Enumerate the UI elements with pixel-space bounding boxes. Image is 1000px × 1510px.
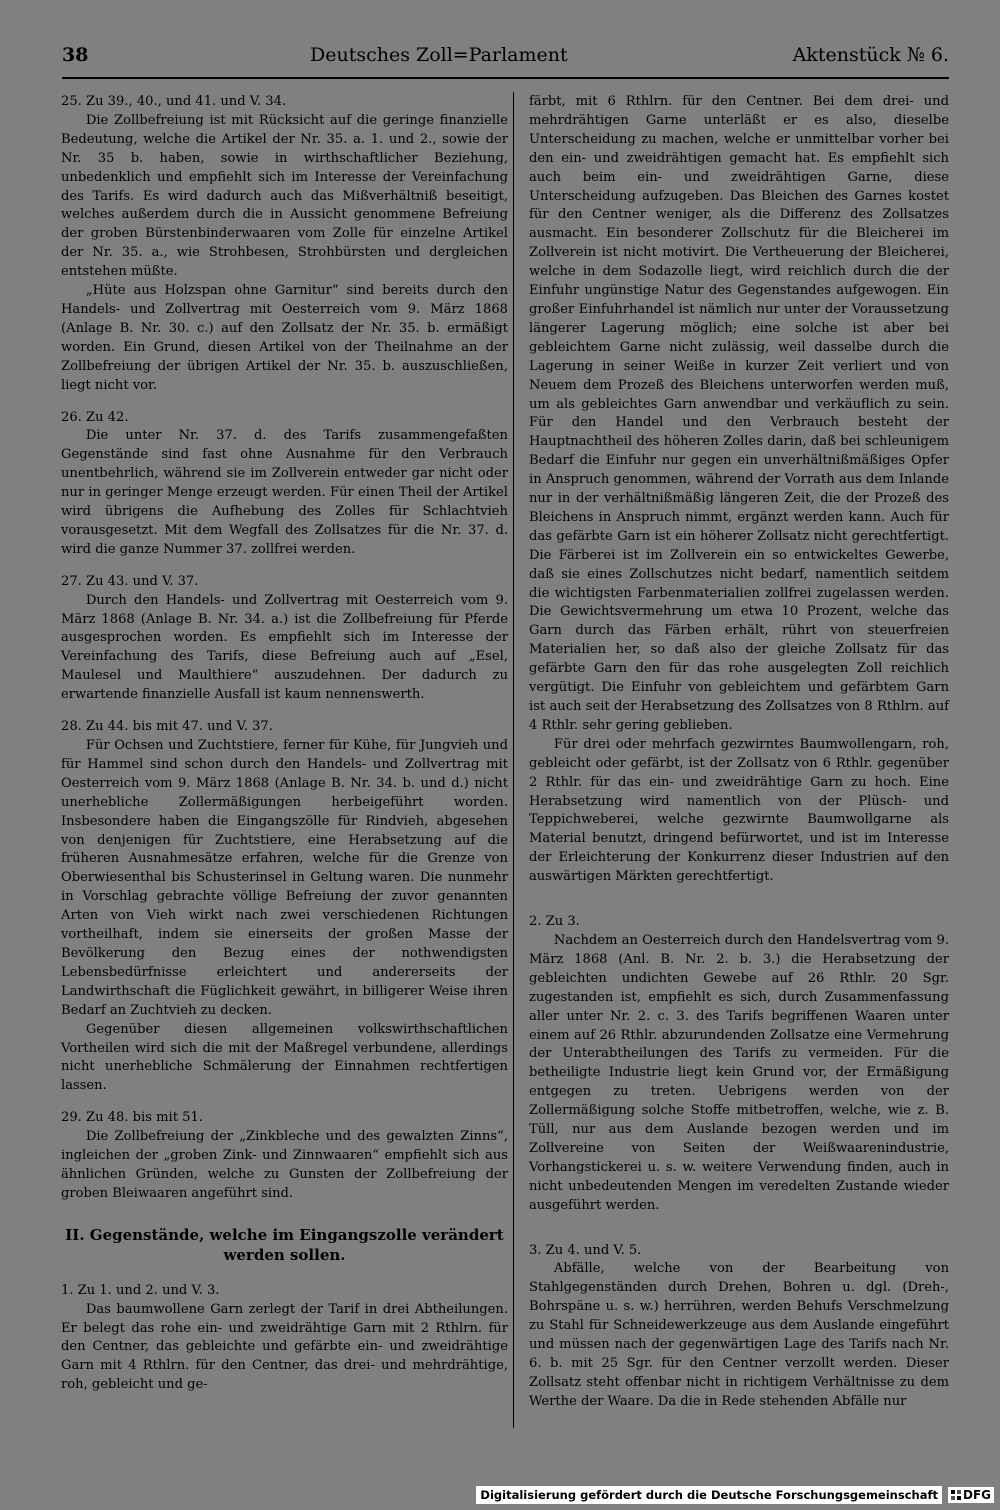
paragraph-spacer [529, 887, 949, 913]
document-reference: Aktenstück № 6. [792, 44, 949, 66]
paragraph-spacer [61, 705, 508, 718]
left-column [61, 93, 508, 1395]
item-heading: 28. Zu 44. bis mit 47. und V. 37. [61, 719, 273, 735]
paragraph-spacer [529, 1216, 949, 1242]
body-paragraph: Durch den Handels- und Zollvertrag mit Oesterreich vom 9. März 1868 (Anlage B. Nr. 34. a.) ist die Zollbefreiung für Pferde ausgesprochen worden. Es empfiehlt sich im Interesse der Vereinfachung des Tarifs, diese Befreiung auch auf „Esel, Maulesel und Maulthiere“ auszudehnen. Der dadurch zu erwartende finanzielle Ausfall ist kaum nennenswerth. [61, 592, 508, 703]
paragraph-spacer [61, 396, 508, 409]
dfg-logo-icon [951, 1490, 961, 1500]
body-paragraph: „Hüte aus Holzspan ohne Garnitur“ sind bereits durch den Handels- und Zollvertrag mit Oesterreich vom 9. März 1868 (Anlage B. Nr. 30. c.) auf den Zollsatz der Nr. 35. b. ermäßigt worden. Ein Grund, diesen Artikel von der Theilnahme an der Zollbefreiung der übrigen Artikel der Nr. 35. b. auszuschließen, liegt nicht vor. [61, 283, 508, 393]
body-paragraph: Das baumwollene Garn zerlegt der Tarif in drei Abtheilungen. Er belegt das rohe ein- und zweidrähtige Garn mit 2 Rthlrn. für den Centner, das gebleichte und gefärbte ein- und zweidrähtige Garn mit 4 Rthlrn. für den Centner, das drei- und mehrdrähtige, roh, gebleicht und ge- [61, 1301, 508, 1393]
page-header [62, 44, 949, 74]
section-heading: II. Gegenstände, welche im Eingangszolle verändert werden sollen. [65, 1225, 504, 1264]
item-heading: 29. Zu 48. bis mit 51. [61, 1110, 203, 1126]
item-heading: 25. Zu 39., 40., und 41. und V. 34. [61, 94, 287, 109]
body-paragraph: Die Zollbefreiung der „Zinkbleche und des gewalzten Zinns“, ingleichen der „groben Zink- und Zinnwaaren“ empfiehlt sich aus ähnlichen Gründen, welche zu Gunsten der Zollbefreiung der groben Bleiwaaren angeführt sind. [61, 1129, 508, 1201]
item-heading: 1. Zu 1. und 2. und V. 3. [61, 1282, 220, 1298]
body-paragraph: Abfälle, welche von der Bearbeitung von Stahlgegenständen durch Drehen, Bohren u. dgl. (Dreh-, Bohrspäne u. s. w.) herrühren, werden Behufs Verschmelzung zu Stahl für Schneidewerkzeuge aus dem Auslande eingeführt und müssen nach der gegenwärtigen Lage des Tarifs nach Nr. 6. b. mit 25 Sgr. für den Centner verzollt werden. Dieser Zollsatz steht offenbar nicht in richtigem Verhältnisse zu dem Werthe der Waare. Da die in Rede stehenden Abfälle nur [529, 1261, 949, 1409]
body-paragraph: Die unter Nr. 37. d. des Tarifs zusammengefaßten Gegenstände sind fast ohne Ausnahme für den Verbrauch unentbehrlich, während sie im Zollverein entweder gar nicht oder nur in geringer Menge erzeugt werden. Für einen Theil der Artikel wird übrigens die Aufhebung des Zolles für Schlachtvieh vorausgesetzt. Mit dem Wegfall des Zollsatzes für die Nr. 37. d. wird die ganze Nummer 37. zollfrei werden. [61, 428, 508, 557]
right-column [529, 93, 949, 1412]
item-heading: 26. Zu 42. [61, 409, 129, 425]
header-rule [62, 77, 949, 79]
dfg-logo-text: DFG [962, 1488, 991, 1502]
dfg-logo [948, 1487, 994, 1503]
body-paragraph: Für Ochsen und Zuchtstiere, ferner für Kühe, für Jungvieh und für Hammel sind schon durch den Handels- und Zollvertrag mit Oesterreich vom 9. März 1868 (Anlage B. Nr. 34. b. und d.) nicht unerhebliche Zollermäßigungen herbeigeführt worden. Insbesondere haben die Eingangszölle für Rindvieh, abgesehen von denjenigen für Zuchtstiere, eine Herabsetzung auf die früheren Ausnahmesätze erfahren, welche für die Grenze von Oberwiesenthal bis Schusterinsel in Geltung waren. Die nunmehr in Vorschlag gebrachte völlige Befreiung der zuvor genannten Arten von Vieh wirkt nach zwei verschiedenen Richtungen vortheilhaft, indem sie einerseits der großen Masse der Bevölkerung den Bezug eines der nothwendigsten Lebensbedürfnisse erleichtert und andererseits der Landwirthschaft die Füglichkeit gewährt, in billigerer Weise ihren Bedarf an Zuchtvieh zu decken. [61, 738, 508, 1018]
item-heading: 2. Zu 3. [529, 914, 580, 930]
item-heading: 3. Zu 4. und V. 5. [529, 1242, 642, 1258]
continued-paragraph: färbt, mit 6 Rthlrn. für den Centner. Bei dem drei- und mehrdrähtigen Garne unterläßt er es also, dieselbe Unterscheidung zu machen, welche er unmittelbar vorher bei den ein- und zweidrähtigen gemacht hat. Es empfiehlt sich auch beim ein- und zweidrähtigen Garne, diese Unterscheidung aufzugeben. Das Bleichen des Garnes kostet für den Centner weniger, als die Differenz des Zollsatzes ausmacht. Ein besonderer Zollschutz für die Bleicherei im Zollverein ist nicht motivirt. Die Vertheuerung der Bleicherei, welche in dem Sodazolle liegt, wird reichlich durch die der Einfuhr ungünstige Natur des Gegenstandes aufgewogen. Ein großer Einfuhrhandel ist nämlich nur unter der Voraussetzung längerer Lagerung möglich; eine solche ist aber bei gebleichtem Garne nicht zulässig, weil dasselbe durch die Lagerung in seiner Weiße in kurzer Zeit verliert und von Neuem dem Prozeß des Bleichens unterworfen werden muß, um als gebleichtes Garn anwendbar und verkäuflich zu sein. Für den Handel und den Verbrauch besteht der Hauptnachtheil des höheren Zolles darin, daß bei schleunigem Bedarf die Einfuhr nur gegen ein unverhältnißmäßiges Opfer in Anspruch genommen, während der Vorrath aus dem Inlande nur in der verhältnißmäßig längeren Zeit, die der Prozeß des Bleichens in Anspruch nimmt, ergänzt werden kann. Auch für das gefärbte Garn ist ein höherer Zollsatz nicht gerechtfertigt. Die Färberei ist im Zollverein ein so entwickeltes Gewerbe, daß sie eines Zollschutzes nicht bedarf, namentlich seitdem die wichtigsten Farbenmaterialien zollfrei zugelassen werden. Die Gewichtsvermehrung um etwa 10 Prozent, welche das Garn durch das Färben erhält, rührt von steuerfreien Materialien her, so daß also der gleiche Zollsatz für das gefärbte Garn den für das rohe ausgelegten Zoll reichlich vergütigt. Die Einfuhr von gebleichtem und gefärbtem Garn ist auch seit der Herabsetzung des Zollsatzes von 8 Rthlrn. auf 4 Rthlr. sehr gering geblieben. [529, 94, 949, 733]
item-heading: 27. Zu 43. und V. 37. [61, 573, 199, 589]
body-paragraph: Gegenüber diesen allgemeinen volkswirthschaftlichen Vortheilen wird sich die mit der Maßregel verbundene, allerdings nicht unerhebliche Schmälerung der Einnahmen rechtfertigen lassen. [61, 1021, 508, 1094]
body-paragraph: Nachdem an Oesterreich durch den Handelsvertrag vom 9. März 1868 (Anl. B. Nr. 2. b. 3.) die Herabsetzung der gebleichten undichten Gewebe auf 26 Rthlr. 20 Sgr. zugestanden ist, empfiehlt es sich, durch Zusammenfassung aller unter Nr. 2. c. 3. des Tarifs begriffenen Waaren unter einem auf 26 Rthlr. abzurundenden Zollsatze eine Vermehrung der Unterabtheilungen des Tarifs zu vermeiden. Für die betheiligte Industrie liegt kein Grund vor, der Ermäßigung entgegen zu treten. Uebrigens werden von der Zollermäßigung solche Stoffe mitbetroffen, welche, wie z. B. Tüll, nur aus dem Auslande bezogen werden und im Zollvereine von Seiten der Weißwaarenindustrie, Vorhangstickerei u. s. w. weitere Verwendung finden, auch in nicht unbedeutenden Mengen im veredelten Zustande wieder ausgeführt werden. [529, 932, 949, 1213]
paragraph-spacer [61, 1096, 508, 1109]
footer [476, 1486, 994, 1504]
column-divider [513, 92, 514, 1428]
paragraph-spacer [61, 1269, 508, 1282]
funding-credit: Digitalisierung gefördert durch die Deutsche Forschungsgemeinschaft [476, 1486, 942, 1504]
page-number: 38 [62, 44, 89, 66]
running-title: Deutsches Zoll=Parlament [310, 44, 568, 66]
body-paragraph: Für drei oder mehrfach gezwirntes Baumwollengarn, roh, gebleicht oder gefärbt, ist der Zollsatz von 6 Rthlr. gegenüber 2 Rthlr. für das ein- und zweidrähtige Garn zu hoch. Eine Herabsetzung wird namentlich von der Plüsch- und Teppichweberei, welche gezwirnte Baumwollgarne als Material benutzt, dringend befürwortet, und ist im Interesse der Erleichterung der Konkurrenz dieser Industrien auf den auswärtigen Märkten gerechtfertigt. [529, 736, 949, 885]
paragraph-spacer [61, 1204, 508, 1217]
paragraph-spacer [61, 560, 508, 573]
body-paragraph: Die Zollbefreiung ist mit Rücksicht auf die geringe finanzielle Bedeutung, welche die Artikel der Nr. 35. a. 1. und 2., sowie der Nr. 35 b. haben, sowie in wirthschaftlicher Beziehung, unbedenklich und empfiehlt sich im Interesse der Vereinfachung des Tarifs. Es wird dadurch auch das Mißverhältniß beseitigt, welches außerdem durch die in Aussicht genommene Befreiung der groben Bürstenbinderwaaren vom Zolle für einzelne Artikel der Nr. 35. a., wie Strohbesen, Strohbürsten und dergleichen entstehen müßte. [61, 112, 508, 280]
